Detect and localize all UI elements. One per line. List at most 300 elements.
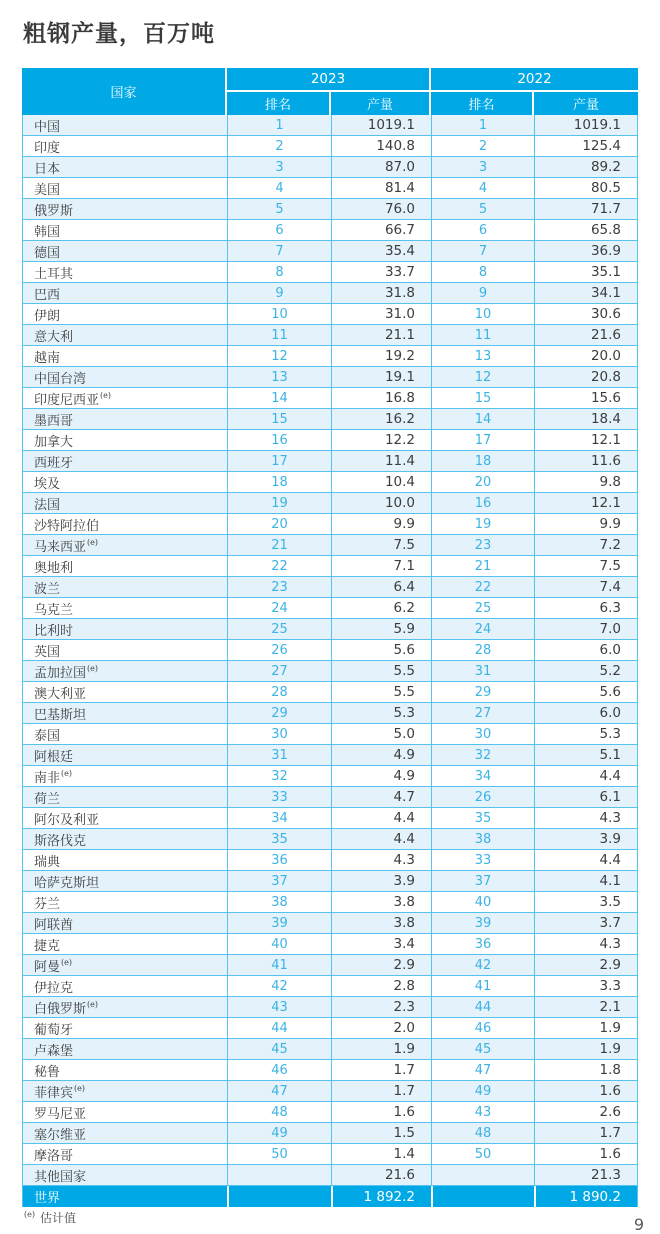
production-2022-cell: 1.9	[534, 1018, 637, 1038]
header-year-2023: 2023	[227, 68, 431, 92]
country-cell: 秘鲁	[34, 1064, 61, 1080]
table-row	[23, 1081, 637, 1102]
table-row	[23, 1102, 637, 1123]
rank-2023-cell: 43	[227, 997, 331, 1017]
country-cell: 加拿大	[34, 434, 74, 450]
table-row	[23, 304, 637, 325]
production-2022-cell: 1.7	[534, 1123, 637, 1143]
rank-2022-cell: 13	[431, 346, 534, 366]
header-rank-2022: 排名	[431, 92, 534, 115]
country-cell: 塞尔维亚	[34, 1127, 87, 1143]
rank-2022-cell: 26	[431, 787, 534, 807]
country-cell: 菲律宾 (e)	[34, 1084, 85, 1101]
country-cell: 韩国	[34, 224, 61, 240]
rank-2022-cell: 33	[431, 850, 534, 870]
production-2023-cell: 4.9	[331, 766, 431, 786]
rank-2022-cell: 43	[431, 1102, 534, 1122]
rank-2022-cell: 35	[431, 808, 534, 828]
rank-2022-cell: 34	[431, 766, 534, 786]
table-row	[23, 640, 637, 661]
table-row	[23, 1060, 637, 1081]
rank-2023-cell: 12	[227, 346, 331, 366]
country-cell: 马来西亚 (e)	[34, 538, 98, 555]
table-row	[23, 766, 637, 787]
production-2023-cell: 2.3	[331, 997, 431, 1017]
rank-2023-cell: 50	[227, 1144, 331, 1164]
production-2022-cell: 1.6	[534, 1081, 637, 1101]
rank-2023-cell: 19	[227, 493, 331, 513]
country-cell: 阿曼 (e)	[34, 958, 72, 975]
production-2023-cell: 10.0	[331, 493, 431, 513]
table-row	[23, 1039, 637, 1060]
rank-2022-cell: 7	[431, 241, 534, 261]
rank-2023-cell: 37	[227, 871, 331, 891]
country-cell: 阿联酋	[34, 917, 74, 933]
production-2023-cell: 19.2	[331, 346, 431, 366]
production-2023-cell: 3.8	[331, 892, 431, 912]
rank-2023-cell: 30	[227, 724, 331, 744]
production-2023-cell: 4.7	[331, 787, 431, 807]
rank-2022-cell: 24	[431, 619, 534, 639]
production-2022-cell: 21.6	[534, 325, 637, 345]
production-2022-cell: 9.9	[534, 514, 637, 534]
rank-2023-cell: 14	[227, 388, 331, 408]
country-cell: 阿根廷	[34, 749, 74, 765]
rank-2023-cell: 5	[227, 199, 331, 219]
rank-2022-cell: 50	[431, 1144, 534, 1164]
table-row	[23, 829, 637, 850]
rank-2023-cell: 47	[227, 1081, 331, 1101]
rank-2022-cell: 39	[431, 913, 534, 933]
rank-2023-cell: 22	[227, 556, 331, 576]
rank-2022-cell: 47	[431, 1060, 534, 1080]
production-2022-cell: 80.5	[534, 178, 637, 198]
rank-2022-cell: 12	[431, 367, 534, 387]
production-2022-cell: 20.0	[534, 346, 637, 366]
production-2023-cell: 31.8	[331, 283, 431, 303]
rank-2022-cell: 32	[431, 745, 534, 765]
table-row	[23, 661, 637, 682]
rank-2022-cell: 25	[431, 598, 534, 618]
rank-2022-cell: 9	[431, 283, 534, 303]
production-2023-cell: 31.0	[331, 304, 431, 324]
country-cell: 美国	[34, 182, 61, 198]
country-cell: 阿尔及利亚	[34, 812, 100, 828]
production-2023-cell: 11.4	[331, 451, 431, 471]
country-cell: 沙特阿拉伯	[34, 518, 100, 534]
estimate-marker: (e)	[100, 391, 111, 400]
rank-2022-cell: 15	[431, 388, 534, 408]
table-row	[23, 976, 637, 997]
country-cell: 捷克	[34, 938, 61, 954]
production-2023-cell: 1019.1	[331, 115, 431, 135]
rank-2023-cell: 33	[227, 787, 331, 807]
rank-2022-cell: 31	[431, 661, 534, 681]
rank-2022-cell: 42	[431, 955, 534, 975]
rank-2022-cell: 45	[431, 1039, 534, 1059]
production-2023-cell: 66.7	[331, 220, 431, 240]
table-row	[23, 955, 637, 976]
production-2022-cell: 6.0	[534, 640, 637, 660]
rank-2022-cell: 5	[431, 199, 534, 219]
production-2022-cell: 2.9	[534, 955, 637, 975]
production-2023-cell: 1 892.2	[331, 1186, 431, 1207]
production-2022-cell: 1.8	[534, 1060, 637, 1080]
table-row	[23, 724, 637, 745]
table-header	[22, 68, 638, 115]
production-2022-cell: 7.0	[534, 619, 637, 639]
rank-2022-cell: 19	[431, 514, 534, 534]
page-title: 粗钢产量，百万吨	[23, 20, 215, 47]
production-2023-cell: 5.5	[331, 682, 431, 702]
production-2023-cell: 21.1	[331, 325, 431, 345]
table-row	[23, 115, 637, 136]
estimate-marker: (e)	[74, 1084, 85, 1093]
country-cell: 日本	[34, 161, 61, 177]
rank-2023-cell: 29	[227, 703, 331, 723]
country-cell: 芬兰	[34, 896, 61, 912]
production-2023-cell: 2.8	[331, 976, 431, 996]
production-2023-cell: 19.1	[331, 367, 431, 387]
rank-2023-cell: 38	[227, 892, 331, 912]
table-row	[23, 808, 637, 829]
country-cell: 德国	[34, 245, 61, 261]
estimate-marker: (e)	[87, 538, 98, 547]
rank-2023-cell: 13	[227, 367, 331, 387]
production-2022-cell: 30.6	[534, 304, 637, 324]
country-cell: 巴西	[34, 287, 61, 303]
header-country: 国家	[22, 68, 227, 115]
production-2022-cell: 5.6	[534, 682, 637, 702]
country-cell: 法国	[34, 497, 61, 513]
country-cell: 奥地利	[34, 560, 74, 576]
country-cell: 白俄罗斯 (e)	[34, 1000, 98, 1017]
country-cell: 孟加拉国 (e)	[34, 664, 98, 681]
production-2022-cell: 3.9	[534, 829, 637, 849]
production-2023-cell: 4.4	[331, 808, 431, 828]
rank-2022-cell: 49	[431, 1081, 534, 1101]
rank-2022-cell: 28	[431, 640, 534, 660]
production-2023-cell: 1.9	[331, 1039, 431, 1059]
estimate-marker: (e)	[61, 769, 72, 778]
country-cell: 葡萄牙	[34, 1022, 74, 1038]
country-cell: 其他国家	[34, 1169, 87, 1185]
table-row	[23, 892, 637, 913]
table-row	[23, 262, 637, 283]
production-2022-cell: 6.1	[534, 787, 637, 807]
rank-2023-cell: 42	[227, 976, 331, 996]
header-production-2022: 产量	[572, 98, 599, 113]
country-cell: 墨西哥	[34, 413, 74, 429]
production-2022-cell: 11.6	[534, 451, 637, 471]
rank-2023-cell: 17	[227, 451, 331, 471]
production-2023-cell: 12.2	[331, 430, 431, 450]
table-row	[23, 703, 637, 724]
production-2023-cell: 2.0	[331, 1018, 431, 1038]
rank-2022-cell: 36	[431, 934, 534, 954]
production-2022-cell: 89.2	[534, 157, 637, 177]
table-row	[23, 325, 637, 346]
table-row	[23, 1123, 637, 1144]
table-row	[23, 283, 637, 304]
production-2023-cell: 16.2	[331, 409, 431, 429]
production-2023-cell: 5.5	[331, 661, 431, 681]
production-2022-cell: 6.0	[534, 703, 637, 723]
rank-2022-cell: 11	[431, 325, 534, 345]
rank-2023-cell: 4	[227, 178, 331, 198]
table-body	[22, 115, 638, 1207]
production-2023-cell: 7.5	[331, 535, 431, 555]
production-2022-cell: 9.8	[534, 472, 637, 492]
world-total-row	[23, 1186, 637, 1207]
rank-2022-cell: 44	[431, 997, 534, 1017]
country-cell: 中国台湾	[34, 371, 87, 387]
production-2022-cell: 1019.1	[534, 115, 637, 135]
production-2022-cell: 12.1	[534, 430, 637, 450]
table-row	[23, 451, 637, 472]
rank-2023-cell: 16	[227, 430, 331, 450]
rank-2022-cell: 40	[431, 892, 534, 912]
rank-2022-cell: 22	[431, 577, 534, 597]
production-2022-cell: 71.7	[534, 199, 637, 219]
footnote-marker: (e)	[24, 1210, 35, 1219]
production-2023-cell: 35.4	[331, 241, 431, 261]
rank-2023-cell: 31	[227, 745, 331, 765]
table-row	[23, 1018, 637, 1039]
table-row	[23, 346, 637, 367]
production-2023-cell: 1.4	[331, 1144, 431, 1164]
country-cell: 泰国	[34, 728, 61, 744]
table-row	[23, 367, 637, 388]
production-2022-cell: 65.8	[534, 220, 637, 240]
production-2023-cell: 1.6	[331, 1102, 431, 1122]
production-2023-cell: 5.3	[331, 703, 431, 723]
table-row	[23, 619, 637, 640]
production-2022-cell: 6.3	[534, 598, 637, 618]
production-2022-cell: 125.4	[534, 136, 637, 156]
table-row	[23, 157, 637, 178]
rank-2022-cell: 2	[431, 136, 534, 156]
table-row	[23, 472, 637, 493]
rank-2022-cell: 1	[431, 115, 534, 135]
rank-2022-cell: 48	[431, 1123, 534, 1143]
production-2023-cell: 33.7	[331, 262, 431, 282]
production-2022-cell: 7.5	[534, 556, 637, 576]
rank-2022-cell	[431, 1165, 534, 1185]
rank-2023-cell: 7	[227, 241, 331, 261]
production-2023-cell: 140.8	[331, 136, 431, 156]
rank-2023-cell: 21	[227, 535, 331, 555]
table-row	[23, 199, 637, 220]
rank-2023-cell: 6	[227, 220, 331, 240]
rank-2022-cell: 17	[431, 430, 534, 450]
production-2023-cell: 4.9	[331, 745, 431, 765]
country-cell: 伊拉克	[34, 980, 74, 996]
production-2023-cell: 5.9	[331, 619, 431, 639]
country-cell: 印度尼西亚 (e)	[34, 391, 111, 408]
table-row	[23, 577, 637, 598]
rank-2023-cell: 28	[227, 682, 331, 702]
rank-2023-cell: 11	[227, 325, 331, 345]
rank-2022-cell: 38	[431, 829, 534, 849]
estimate-marker: (e)	[87, 1000, 98, 1009]
table-row	[23, 535, 637, 556]
production-2023-cell: 6.2	[331, 598, 431, 618]
table-row	[23, 1165, 637, 1186]
rank-2023-cell: 23	[227, 577, 331, 597]
production-2023-cell: 1.7	[331, 1081, 431, 1101]
rank-2023-cell: 3	[227, 157, 331, 177]
production-2022-cell: 4.4	[534, 766, 637, 786]
rank-2023-cell: 2	[227, 136, 331, 156]
production-2022-cell: 7.2	[534, 535, 637, 555]
country-cell: 罗马尼亚	[34, 1106, 87, 1122]
country-cell: 南非 (e)	[34, 769, 72, 786]
rank-2023-cell: 24	[227, 598, 331, 618]
production-2022-cell: 1 890.2	[534, 1186, 637, 1207]
production-2023-cell: 81.4	[331, 178, 431, 198]
rank-2022-cell: 14	[431, 409, 534, 429]
country-cell: 瑞典	[34, 854, 61, 870]
production-2023-cell: 6.4	[331, 577, 431, 597]
table-row	[23, 493, 637, 514]
country-cell: 乌克兰	[34, 602, 74, 618]
country-cell: 斯洛伐克	[34, 833, 87, 849]
country-cell: 英国	[34, 644, 61, 660]
page-number: 9	[633, 1215, 644, 1234]
country-cell: 印度	[34, 140, 61, 156]
rank-2022-cell: 29	[431, 682, 534, 702]
country-cell: 哈萨克斯坦	[34, 875, 100, 891]
rank-2023-cell: 32	[227, 766, 331, 786]
rank-2022-cell: 10	[431, 304, 534, 324]
table-row	[23, 850, 637, 871]
production-2022-cell: 2.1	[534, 997, 637, 1017]
production-2022-cell: 5.1	[534, 745, 637, 765]
production-2022-cell: 1.6	[534, 1144, 637, 1164]
country-cell: 俄罗斯	[34, 203, 74, 219]
rank-2022-cell: 20	[431, 472, 534, 492]
rank-2022-cell: 16	[431, 493, 534, 513]
production-2023-cell: 87.0	[331, 157, 431, 177]
rank-2022-cell: 30	[431, 724, 534, 744]
country-cell: 波兰	[34, 581, 61, 597]
production-2022-cell: 5.3	[534, 724, 637, 744]
country-cell: 比利时	[34, 623, 74, 639]
rank-2023-cell: 27	[227, 661, 331, 681]
table-row	[23, 913, 637, 934]
production-2022-cell: 4.4	[534, 850, 637, 870]
rank-2023-cell: 8	[227, 262, 331, 282]
rank-2023-cell: 9	[227, 283, 331, 303]
table-row	[23, 745, 637, 766]
production-2022-cell: 4.3	[534, 934, 637, 954]
rank-2023-cell: 36	[227, 850, 331, 870]
rank-2023-cell: 48	[227, 1102, 331, 1122]
rank-2022-cell: 41	[431, 976, 534, 996]
production-2022-cell: 3.5	[534, 892, 637, 912]
country-cell: 澳大利亚	[34, 686, 87, 702]
steel-production-table	[22, 68, 638, 1207]
country-cell: 越南	[34, 350, 61, 366]
header-production-2023: 产量	[331, 92, 431, 115]
country-cell: 土耳其	[34, 266, 74, 282]
rank-2023-cell: 46	[227, 1060, 331, 1080]
production-2022-cell: 35.1	[534, 262, 637, 282]
rank-2023-cell: 34	[227, 808, 331, 828]
production-2022-cell: 2.6	[534, 1102, 637, 1122]
footnote-text: 估计值	[39, 1211, 76, 1225]
header-rank-2023: 排名	[227, 92, 331, 115]
production-2022-cell: 36.9	[534, 241, 637, 261]
production-2023-cell: 3.8	[331, 913, 431, 933]
rank-2023-cell	[227, 1186, 331, 1207]
production-2023-cell: 3.4	[331, 934, 431, 954]
rank-2023-cell: 40	[227, 934, 331, 954]
table-row	[23, 514, 637, 535]
rank-2022-cell: 21	[431, 556, 534, 576]
table-row	[23, 934, 637, 955]
rank-2023-cell: 45	[227, 1039, 331, 1059]
rank-2022-cell: 23	[431, 535, 534, 555]
footnote	[24, 1209, 76, 1226]
production-2023-cell: 5.6	[331, 640, 431, 660]
rank-2022-cell: 46	[431, 1018, 534, 1038]
rank-2023-cell: 18	[227, 472, 331, 492]
production-2023-cell: 5.0	[331, 724, 431, 744]
country-cell: 意大利	[34, 329, 74, 345]
production-2023-cell: 7.1	[331, 556, 431, 576]
table-row	[23, 871, 637, 892]
country-cell: 荷兰	[34, 791, 61, 807]
rank-2023-cell: 10	[227, 304, 331, 324]
table-row	[23, 1144, 637, 1165]
rank-2022-cell: 18	[431, 451, 534, 471]
production-2023-cell: 9.9	[331, 514, 431, 534]
rank-2023-cell: 1	[227, 115, 331, 135]
production-2022-cell: 34.1	[534, 283, 637, 303]
rank-2023-cell: 25	[227, 619, 331, 639]
country-cell: 西班牙	[34, 455, 74, 471]
production-2022-cell: 5.2	[534, 661, 637, 681]
country-cell: 埃及	[34, 476, 61, 492]
rank-2023-cell: 44	[227, 1018, 331, 1038]
rank-2023-cell	[227, 1165, 331, 1185]
country-cell: 卢森堡	[34, 1043, 74, 1059]
production-2022-cell: 12.1	[534, 493, 637, 513]
estimate-marker: (e)	[87, 664, 98, 673]
production-2023-cell: 2.9	[331, 955, 431, 975]
country-cell: 中国	[34, 119, 61, 135]
rank-2023-cell: 15	[227, 409, 331, 429]
production-2022-cell: 7.4	[534, 577, 637, 597]
table-row	[23, 598, 637, 619]
rank-2023-cell: 20	[227, 514, 331, 534]
table-row	[23, 997, 637, 1018]
table-row	[23, 556, 637, 577]
rank-2022-cell: 3	[431, 157, 534, 177]
estimate-marker: (e)	[61, 958, 72, 967]
rank-2022-cell: 6	[431, 220, 534, 240]
rank-2023-cell: 26	[227, 640, 331, 660]
table-row	[23, 220, 637, 241]
production-2022-cell: 4.3	[534, 808, 637, 828]
production-2023-cell: 1.7	[331, 1060, 431, 1080]
rank-2022-cell: 37	[431, 871, 534, 891]
country-cell: 巴基斯坦	[34, 707, 87, 723]
production-2023-cell: 76.0	[331, 199, 431, 219]
table-row	[23, 241, 637, 262]
